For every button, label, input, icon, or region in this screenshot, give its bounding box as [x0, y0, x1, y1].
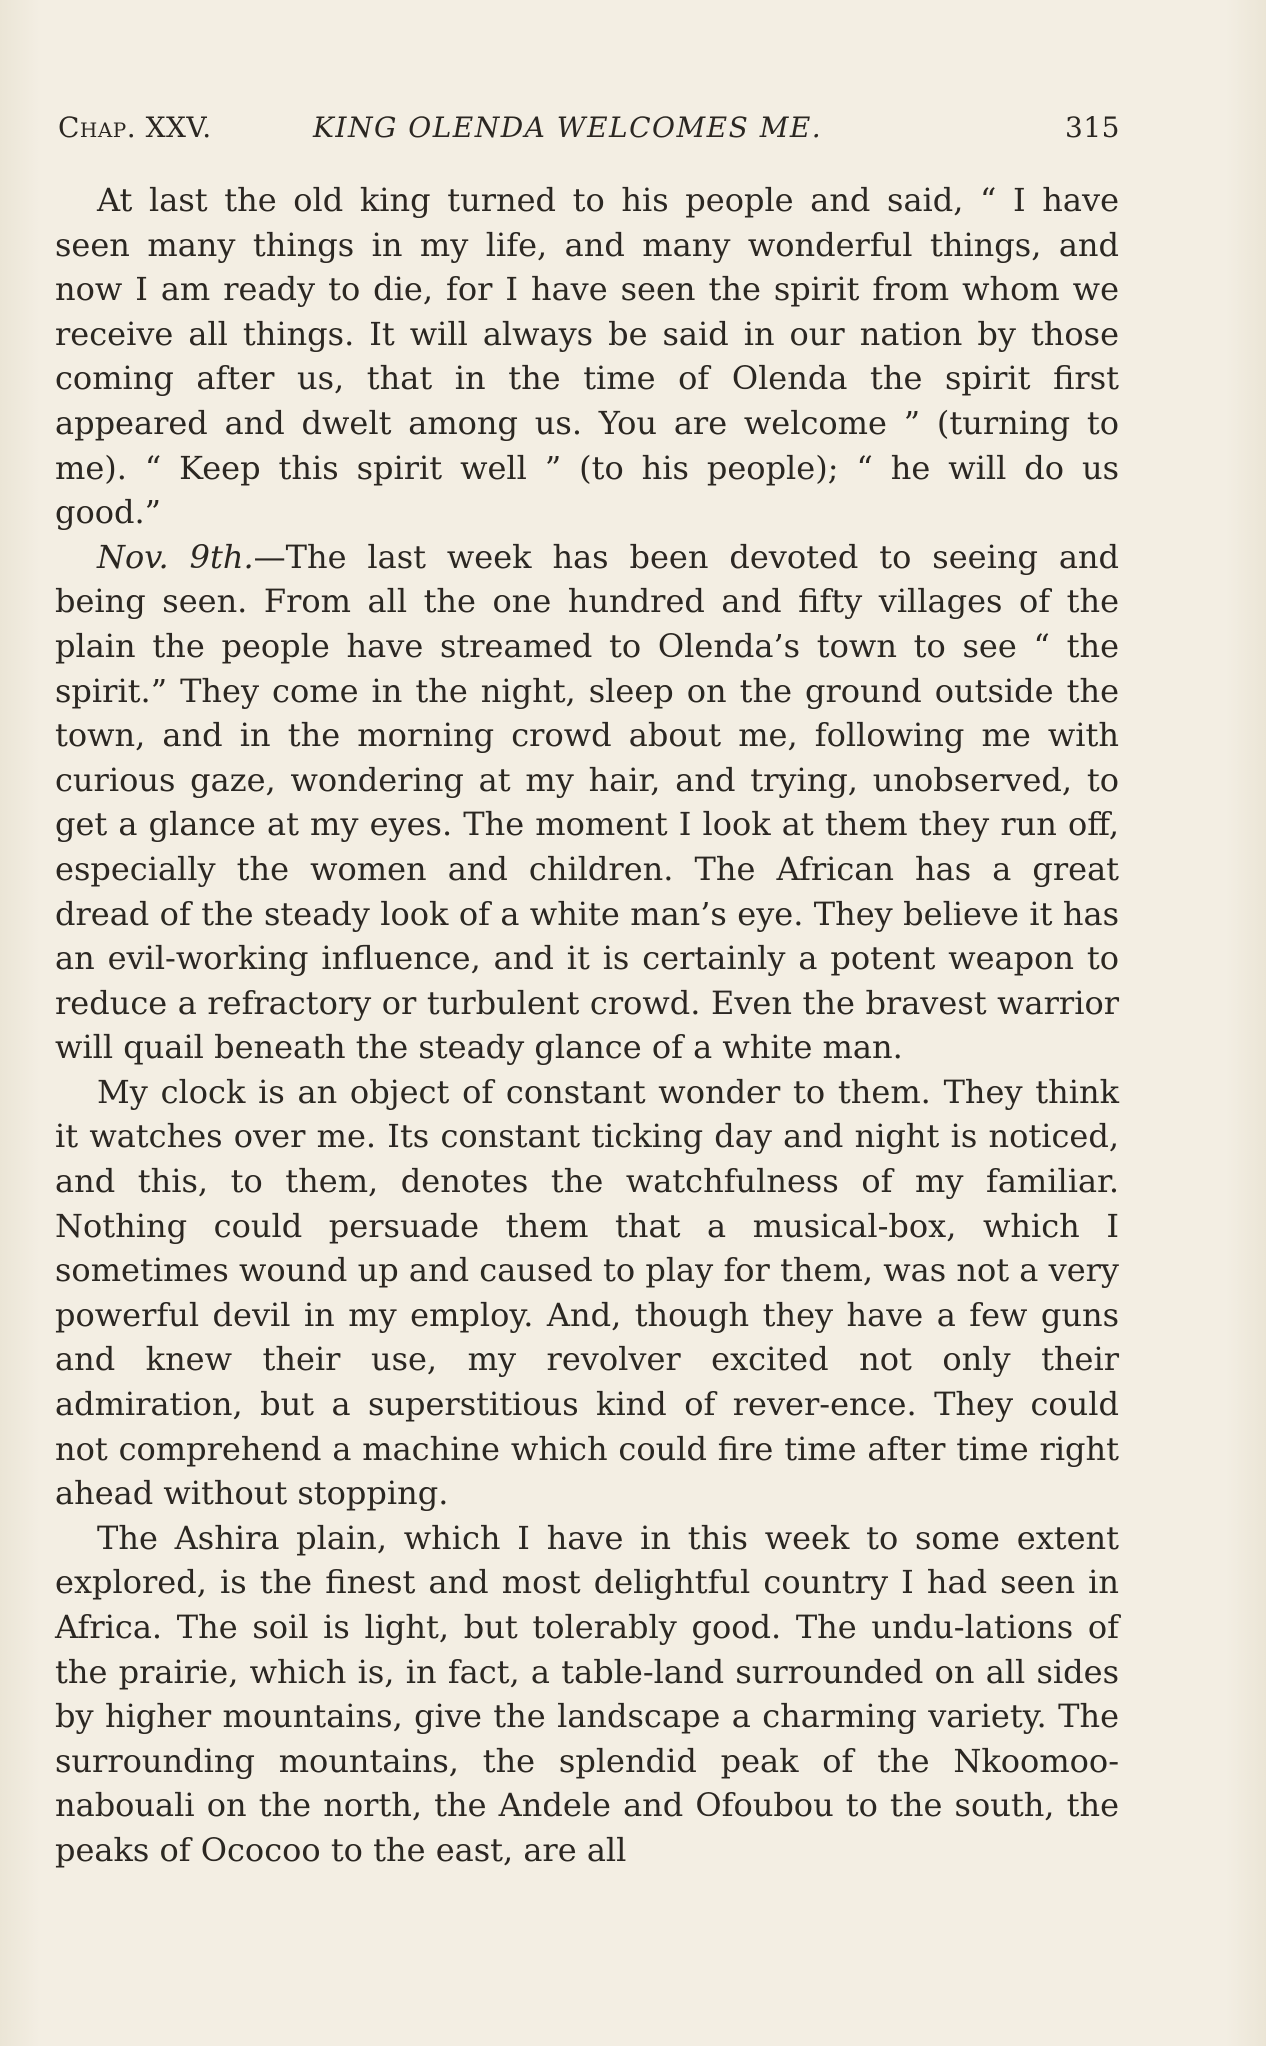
page-body	[55, 178, 1119, 1873]
paragraph-clock	[55, 1070, 1119, 1516]
running-header	[58, 108, 1120, 148]
paragraph-text: At last the old king turned to his people and said, “ I have seen many things in my life, and many wonderful things, and now I am ready to die, for I have seen the spirit from whom we receive all things. It will always be said in our nation by those coming after us, that in the time of Olenda the spirit first appeared and dwelt among us. You are welcome ” (turning to me). “ Keep this spirit well ” (to his people); “ he will do us good.”	[55, 181, 1119, 532]
running-title: KING OLENDA WELCOMES ME.	[313, 111, 823, 144]
diary-date: Nov. 9th.	[97, 537, 254, 576]
paragraph-text: The Ashira plain, which I have in this week to some extent explored, is the finest and most delightful country I had seen in Africa. The soil is light, but tolerably good. The undu-lations of the prairie, which is, in fact, a table-land surrounded on all sides by higher mountains, give the landscape a charming variety. The surrounding mountains, the splendid peak of the Nkoomoo-nabouali on the north, the Andele and Ofoubou to the south, the peaks of Ococoo to the east, are all	[55, 1518, 1119, 1869]
page-number: 315	[1065, 111, 1120, 144]
paragraph-text: —The last week has been devoted to seeing and being seen. From all the one hundred and fifty villages of the plain the people have streamed to Olenda’s town to see “ the spirit.” They come in the night, sleep on the ground outside the town, and in the morning crowd about me, following me with curious gaze, wondering at my hair, and trying, unobserved, to get a glance at my eyes. The moment I look at them they run off, especially the women and children. The African has a great dread of the steady look of a white man’s eye. They believe it has an evil-working influence, and it is certainly a potent weapon to reduce a refractory or turbulent crowd. Even the bravest warrior will quail beneath the steady glance of a white man.	[55, 537, 1120, 1067]
chapter-label: Chap. XXV.	[58, 111, 212, 144]
paragraph-text: My clock is an object of constant wonder to them. They think it watches over me. Its constant ticking day and night is noticed, and this, to them, denotes the watchfulness of my familiar. Nothing could persuade them that a musical-box, which I sometimes wound up and caused to play for them, was not a very powerful devil in my employ. And, though they have a few guns and knew their use, my revolver excited not only their admiration, but a superstitious kind of rever-ence. They could not comprehend a machine which could fire time after time right ahead without stopping.	[55, 1072, 1119, 1513]
paragraph-ashira-plain	[55, 1516, 1119, 1873]
paragraph-nov-9th	[55, 535, 1119, 1070]
paragraph-king-speech	[55, 178, 1119, 535]
